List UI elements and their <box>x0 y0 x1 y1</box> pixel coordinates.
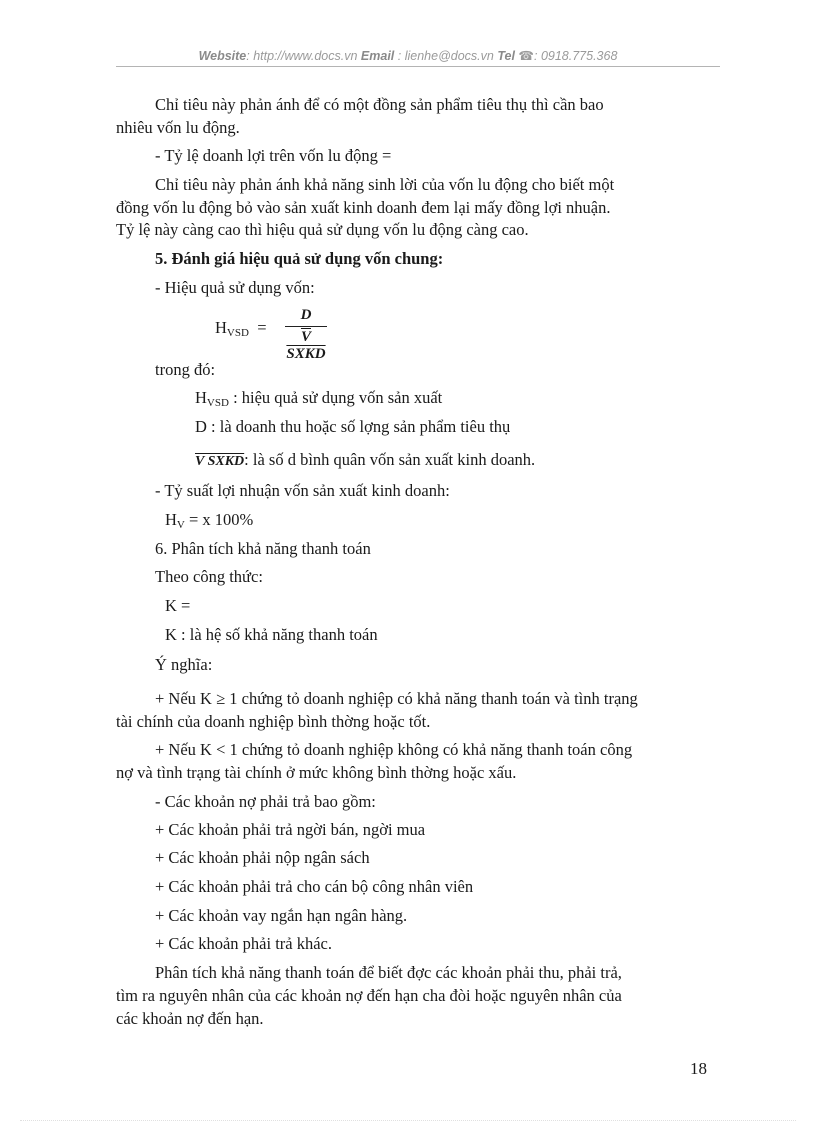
email-value: : lienhe@docs.vn <box>397 49 494 63</box>
paragraph-line: Ý nghĩa: <box>155 655 213 674</box>
tel-label: Tel <box>497 49 515 63</box>
formula-denominator: V SXKD <box>286 329 326 362</box>
paragraph-line: Chỉ tiêu này phản ánh khả năng sinh lời của vốn lu động cho biết một <box>155 175 615 194</box>
formula-subscript: VSD <box>226 327 249 339</box>
paragraph-line: Tỷ lệ này càng cao thì hiệu quả sử dụng vốn lu động càng cao. <box>116 220 529 239</box>
footer-divider <box>20 1120 796 1121</box>
definition-line <box>195 450 535 472</box>
formula-numerator: D <box>300 307 312 323</box>
website-value: : http://www.docs.vn <box>246 49 358 63</box>
formula-equals: = <box>257 318 267 337</box>
definition-line: D : là doanh thu hoặc số lợng sản phẩm tiêu thụ <box>195 417 511 436</box>
list-item: + Các khoản phải trả cho cán bộ công nhân viên <box>155 877 474 896</box>
website-label: Website <box>198 49 247 63</box>
def-text: : hiệu quả sử dụng vốn sản xuất <box>233 388 443 407</box>
formula-fraction <box>285 307 327 363</box>
def-subscript: VSD <box>206 397 229 409</box>
formula-line: K = <box>165 596 191 615</box>
section-heading: 5. Đánh giá hiệu quả sử dụng vốn chung: <box>155 249 444 268</box>
paragraph-line: tìm ra nguyên nhân của các khoản nợ đến hạn cha đòi hoặc nguyên nhân của <box>116 986 622 1005</box>
list-item: + Các khoản phải trả ngời bán, ngời mua <box>155 820 426 839</box>
section-heading: 6. Phân tích khả năng thanh toán <box>155 539 371 558</box>
formula-lhs <box>215 318 267 340</box>
paragraph-line: Chỉ tiêu này phản ánh để có một đồng sản phẩm tiêu thụ thì cần bao <box>155 95 604 114</box>
hv-h: H <box>165 510 177 529</box>
paragraph-line: nợ và tình trạng tài chính ở mức không bình thờng hoặc xấu. <box>116 763 517 782</box>
paragraph-line: Phân tích khả năng thanh toán để biết đợc các khoản phải thu, phải trả, <box>155 963 622 982</box>
list-item: + Các khoản phải nộp ngân sách <box>155 848 370 867</box>
paragraph-line: + Nếu K ≥ 1 chứng tỏ doanh nghiệp có khả năng thanh toán và tình trạng <box>155 689 638 708</box>
tel-value: : 0918.775.368 <box>534 49 618 63</box>
paragraph-line: các khoản nợ đến hạn. <box>116 1009 264 1028</box>
paragraph-line: - Các khoản nợ phải trả bao gồm: <box>155 792 376 811</box>
email-label: Email <box>360 49 395 63</box>
fraction-bar <box>285 326 327 327</box>
list-item: + Các khoản vay ngắn hạn ngân hàng. <box>155 906 408 925</box>
hv-subscript: V <box>176 519 185 531</box>
definition-line <box>195 388 442 410</box>
def-h: H <box>195 388 207 407</box>
def-symbol: V SXKD <box>195 454 245 469</box>
paragraph-line: trong đó: <box>155 360 216 379</box>
phone-icon: ☎ <box>518 49 534 63</box>
formula-h: H <box>215 318 227 337</box>
hv-text: = x 100% <box>184 510 254 529</box>
header-divider <box>116 66 720 67</box>
paragraph-line: - Hiệu quả sử dụng vốn: <box>155 278 315 297</box>
page-header <box>0 48 816 63</box>
paragraph-line: đồng vốn lu động bỏ vào sản xuất kinh doanh đem lại mấy đồng lợi nhuận. <box>116 198 611 217</box>
page-number: 18 <box>690 1059 707 1078</box>
paragraph-line: - Tỷ suất lợi nhuận vốn sản xuất kinh doanh: <box>155 481 450 500</box>
definition-line: K : là hệ số khả năng thanh toán <box>165 625 378 644</box>
list-item: + Các khoản phải trả khác. <box>155 934 332 953</box>
def-text: : là số d bình quân vốn sản xuất kinh doanh. <box>244 450 536 469</box>
paragraph-line: Theo công thức: <box>155 567 263 586</box>
paragraph-line: + Nếu K < 1 chứng tỏ doanh nghiệp không có khả năng thanh toán công <box>155 740 633 759</box>
paragraph-line: nhiêu vốn lu động. <box>116 118 240 137</box>
paragraph-line: tài chính của doanh nghiệp bình thờng hoặc tốt. <box>116 712 431 731</box>
formula-line <box>165 510 253 532</box>
paragraph-line: - Tỷ lệ doanh lợi trên vốn lu động = <box>155 146 392 165</box>
